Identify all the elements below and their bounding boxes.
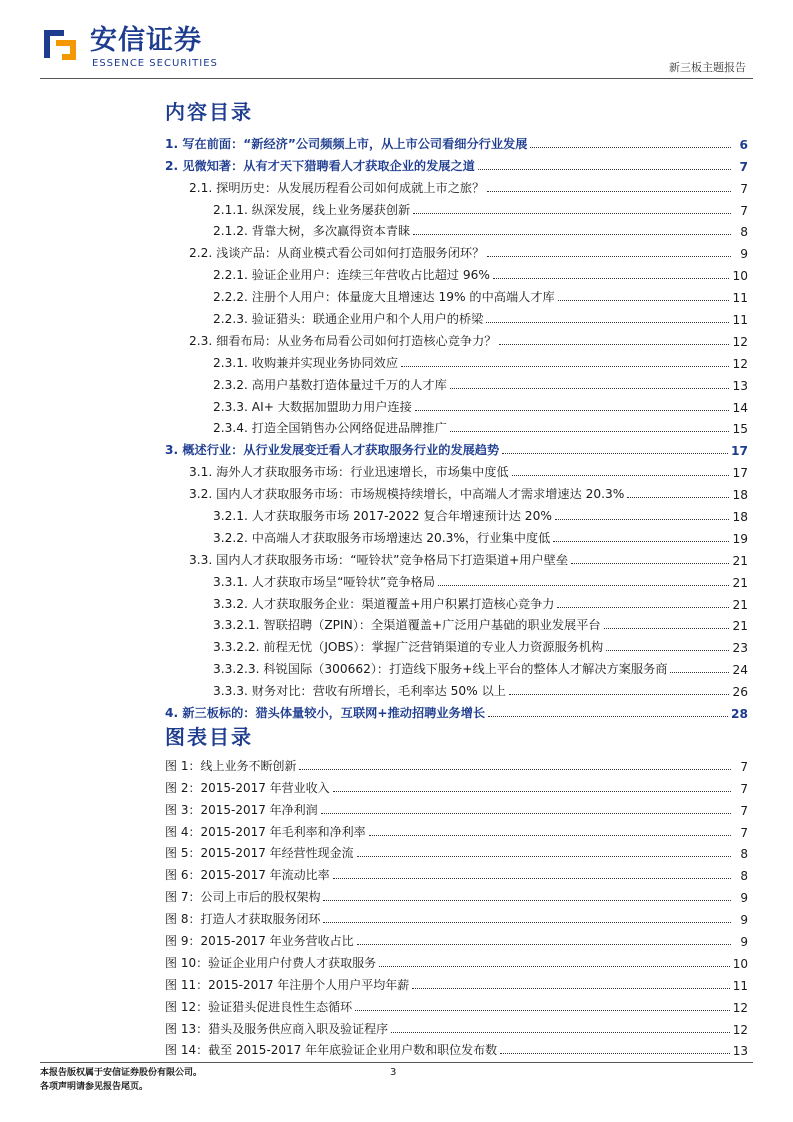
toc-entry[interactable]: 3.2. 国内人才获取服务市场：市场规模持续增长，中高端人才需求增速达 20.3% 18 <box>189 487 748 503</box>
page-header <box>0 0 793 80</box>
figure-entry[interactable]: 图 4：2015-2017 年毛利率和净利率 7 <box>165 824 748 840</box>
figure-entry[interactable]: 图 11：2015-2017 年注册个人用户平均年薪 11 <box>165 977 748 993</box>
report-type: 新三板主题报告 <box>669 61 746 74</box>
essence-logo-icon <box>40 24 80 64</box>
toc-entry[interactable]: 4. 新三板标的：猎头体量较小，互联网+推动招聘业务增长 28 <box>165 706 748 722</box>
brand-name-cn: 安信证券 <box>90 25 202 56</box>
toc-entry[interactable]: 3.2.2. 中高端人才获取服务市场增速达 20.3%，行业集中度低 19 <box>213 530 748 546</box>
toc-title: 内容目录 <box>165 100 253 124</box>
toc-entry[interactable]: 3.3.2. 人才获取服务企业：渠道覆盖+用户积累打造核心竞争力 21 <box>213 596 748 612</box>
toc-entry[interactable]: 3.3.3. 财务对比：营收有所增长，毛利率达 50% 以上 26 <box>213 684 748 700</box>
figure-entry[interactable]: 图 12：验证猎头促进良性生态循环 12 <box>165 999 748 1015</box>
toc-entry[interactable]: 2.1. 探明历史：从发展历程看公司如何成就上市之旅？ 7 <box>189 180 748 196</box>
figure-entry[interactable]: 图 14：截至 2015-2017 年年底验证企业用户数和职位发布数 13 <box>165 1043 748 1059</box>
figure-entry[interactable]: 图 13：猎头及服务供应商入职及验证程序 12 <box>165 1021 748 1037</box>
toc-entry[interactable]: 3.1. 海外人才获取服务市场：行业迅速增长，市场集中度低 17 <box>189 465 748 481</box>
toc-entry[interactable]: 3.3.2.3. 科锐国际（300662）：打造线下服务+线上平台的整体人才解决方案服务商 24 <box>213 662 748 678</box>
figure-list-title: 图表目录 <box>165 725 253 749</box>
toc-entry[interactable]: 2.3.2. 高用户基数打造体量过千万的人才库 13 <box>213 377 748 393</box>
toc-entry[interactable]: 2. 见微知著：从有才天下猎聘看人才获取企业的发展之道 7 <box>165 158 748 174</box>
copyright-note: 本报告版权属于安信证券股份有限公司。 <box>40 1068 203 1078</box>
toc-entry[interactable]: 2.1.1. 纵深发展，线上业务屡获创新 7 <box>213 202 748 218</box>
toc-entry[interactable]: 2.3.3. AI+ 大数据加盟助力用户连接 14 <box>213 399 748 415</box>
figure-entry[interactable]: 图 3：2015-2017 年净利润 7 <box>165 802 748 818</box>
figure-entry[interactable]: 图 9：2015-2017 年业务营收占比 9 <box>165 934 748 950</box>
disclaimer-note: 各项声明请参见报告尾页。 <box>40 1082 149 1092</box>
page-number: 3 <box>390 1067 397 1078</box>
figure-entry[interactable]: 图 5：2015-2017 年经营性现金流 8 <box>165 846 748 862</box>
toc-entry[interactable]: 3.3.2.2. 前程无忧（JOBS）：掌握广泛营销渠道的专业人力资源服务机构 23 <box>213 640 748 656</box>
header-divider <box>40 78 753 79</box>
figure-entry[interactable]: 图 2：2015-2017 年营业收入 7 <box>165 780 748 796</box>
footer-divider <box>40 1062 753 1063</box>
toc-entry[interactable]: 3. 概述行业：从行业发展变迁看人才获取服务行业的发展趋势 17 <box>165 443 748 459</box>
toc-entry[interactable]: 2.3. 细看布局：从业务布局看公司如何打造核心竞争力？ 12 <box>189 333 748 349</box>
toc-entry[interactable]: 2.1.2. 背靠大树，多次赢得资本青睐 8 <box>213 224 748 240</box>
toc-entry[interactable]: 2.3.1. 收购兼并实现业务协同效应 12 <box>213 355 748 371</box>
figure-entry[interactable]: 图 6：2015-2017 年流动比率 8 <box>165 868 748 884</box>
toc-entry[interactable]: 3.3.1. 人才获取市场呈“哑铃状”竞争格局 21 <box>213 574 748 590</box>
figure-list <box>165 752 748 1058</box>
figure-entry[interactable]: 图 10：验证企业用户付费人才获取服务 10 <box>165 955 748 971</box>
table-of-contents <box>165 130 748 721</box>
figure-entry[interactable]: 图 8：打造人才获取服务闭环 9 <box>165 912 748 928</box>
toc-entry[interactable]: 3.3.2.1. 智联招聘（ZPIN）：全渠道覆盖+广泛用户基础的职业发展平台 21 <box>213 618 748 634</box>
toc-entry[interactable]: 2.3.4. 打造全国销售办公网络促进品牌推广 15 <box>213 421 748 437</box>
toc-entry[interactable]: 2.2.1. 验证企业用户：连续三年营收占比超过 96% 10 <box>213 268 748 284</box>
figure-entry[interactable]: 图 7：公司上市后的股权架构 9 <box>165 890 748 906</box>
toc-entry[interactable]: 3.3. 国内人才获取服务市场：“哑铃状”竞争格局下打造渠道+用户壁垒 21 <box>189 552 748 568</box>
figure-entry[interactable]: 图 1：线上业务不断创新 7 <box>165 758 748 774</box>
toc-entry[interactable]: 1. 写在前面：“新经济”公司频频上市，从上市公司看细分行业发展 6 <box>165 136 748 152</box>
toc-entry[interactable]: 2.2.2. 注册个人用户：体量庞大且增速达 19% 的中高端人才库 11 <box>213 290 748 306</box>
toc-entry[interactable]: 2.2.3. 验证猎头：联通企业用户和个人用户的桥梁 11 <box>213 312 748 328</box>
toc-entry[interactable]: 2.2. 浅谈产品：从商业模式看公司如何打造服务闭环？ 9 <box>189 246 748 262</box>
brand-name-en: ESSENCE SECURITIES <box>92 58 218 69</box>
toc-entry[interactable]: 3.2.1. 人才获取服务市场 2017-2022 复合年增速预计达 20% 18 <box>213 509 748 525</box>
